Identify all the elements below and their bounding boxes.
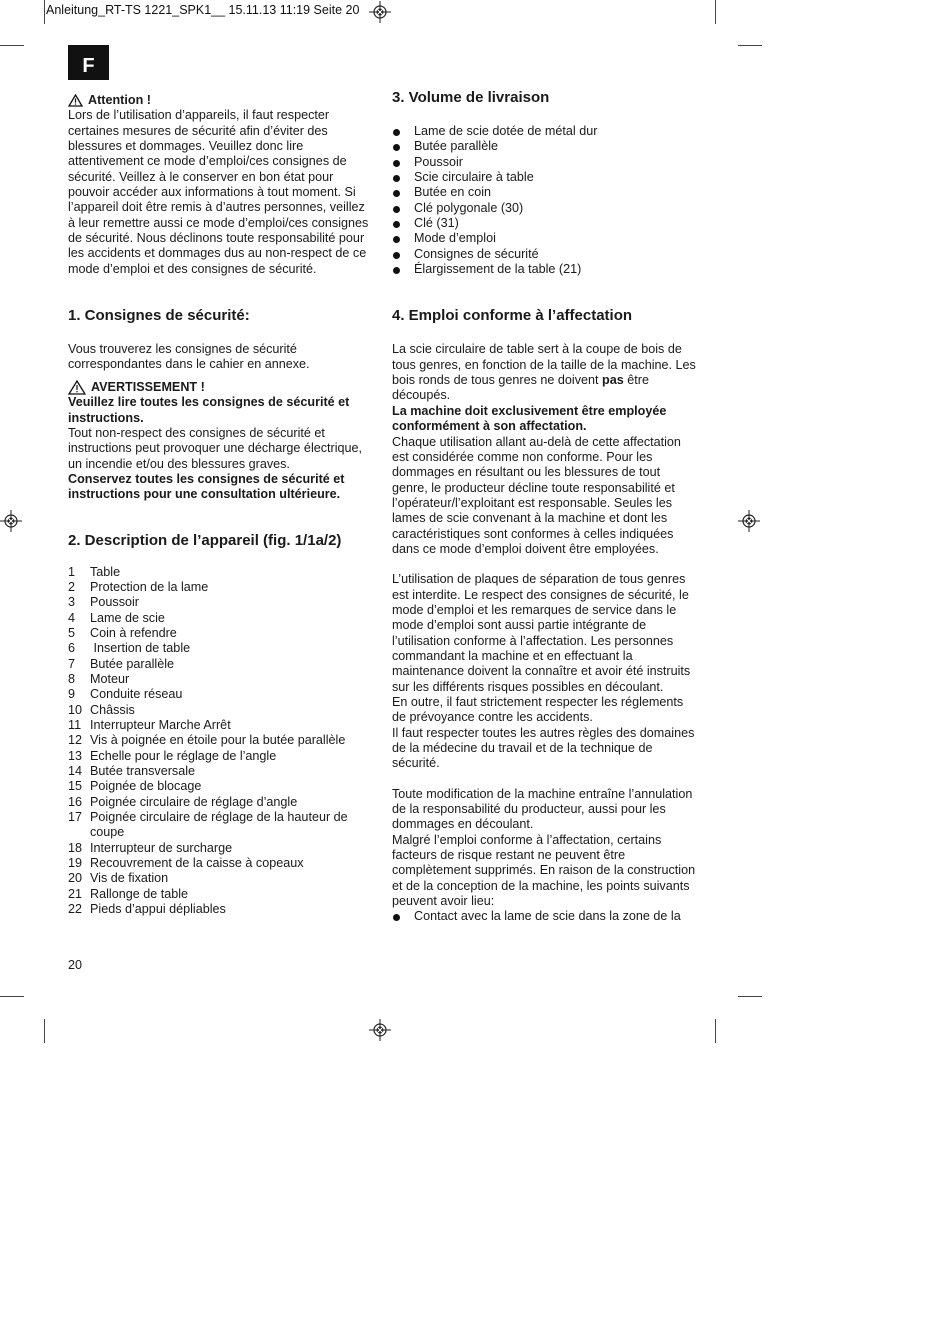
item-label: Poignée de blocage bbox=[90, 779, 202, 794]
list-item bbox=[68, 856, 373, 871]
item-label: Coin à refendre bbox=[90, 625, 177, 640]
crop-mark bbox=[738, 45, 762, 46]
section-4-paragraph-6: Malgré l’emploi conforme à l’affectation, certains facteurs de risque restant ne peuvent être complètement supprimés. En raison de la construction et de la conception de la machine, les points suivants peuvent avoir lieu: bbox=[392, 832, 696, 909]
list-item bbox=[68, 810, 373, 841]
item-label: Insertion de table bbox=[90, 641, 191, 656]
warning-bold-1: Veuillez lire toutes les consignes de sécurité et instructions. bbox=[68, 395, 350, 425]
item-label: Poussoir bbox=[90, 595, 139, 610]
item-number: 7 bbox=[68, 656, 76, 671]
warning-bold-2: Conservez toutes les consignes de sécurité et instructions pour une consultation ultérieure. bbox=[68, 471, 345, 502]
crop-mark bbox=[0, 996, 24, 997]
warning-title: AVERTISSEMENT ! bbox=[91, 379, 205, 394]
warning-heading bbox=[68, 380, 373, 395]
item-label: Interrupteur de surcharge bbox=[90, 840, 233, 855]
list-item bbox=[68, 733, 373, 748]
crop-mark bbox=[0, 45, 24, 46]
list-item bbox=[68, 611, 373, 626]
crop-mark bbox=[44, 0, 45, 24]
bullet-icon bbox=[392, 139, 414, 154]
list-item bbox=[392, 170, 697, 185]
item-label: Butée parallèle bbox=[414, 139, 499, 154]
item-number: 10 bbox=[68, 702, 83, 717]
item-number: 9 bbox=[68, 687, 76, 702]
list-item bbox=[68, 749, 373, 764]
item-number: 22 bbox=[68, 902, 83, 917]
item-number: 8 bbox=[68, 671, 76, 686]
bullet-icon bbox=[392, 909, 414, 924]
language-badge: F bbox=[68, 45, 109, 80]
item-label: Pieds d’appui dépliables bbox=[90, 902, 226, 917]
section-1-intro: Vous trouverez les consignes de sécurité correspondantes dans le cahier en annexe. bbox=[68, 342, 310, 372]
crop-mark bbox=[738, 996, 762, 997]
delivery-list bbox=[392, 124, 697, 277]
warning-triangle-icon bbox=[68, 94, 83, 107]
item-number: 16 bbox=[68, 794, 83, 809]
section-4-paragraph-1-rest: Chaque utilisation allant au-delà de cette affectation est considérée comme non conforme. Pour les dommages en résultant ou les blessures de tout genre, le producteur décline toute responsabilité et l’opérateur/l’exploitant est responsable. Seules les lames de scie convenant à la machine et dont les caractéristiques sont conformes à celles indiquées dans ce mode d’emploi doivent être employées. bbox=[392, 434, 681, 556]
item-number: 17 bbox=[68, 810, 83, 825]
list-item bbox=[392, 231, 697, 246]
item-number: 5 bbox=[68, 625, 76, 640]
item-number: 2 bbox=[68, 579, 76, 594]
registration-mark-icon bbox=[369, 1019, 391, 1041]
item-number: 21 bbox=[68, 886, 83, 901]
list-item bbox=[68, 871, 373, 886]
list-item bbox=[68, 795, 373, 810]
item-label: Poussoir bbox=[414, 154, 463, 169]
section-4-paragraph-1: La scie circulaire de table sert à la coupe de bois de tous genres, en fonction de la taille de la machine. Les bois ronds de tous genres ne doivent pas être découpés. bbox=[392, 342, 696, 403]
item-label: Poignée circulaire de réglage de la hauteur de coupe bbox=[90, 810, 352, 840]
crop-mark bbox=[44, 1019, 45, 1043]
parts-list bbox=[68, 565, 373, 918]
risk-list bbox=[392, 909, 697, 924]
item-label: Poignée circulaire de réglage d’angle bbox=[90, 794, 298, 809]
item-label: Lame de scie dotée de métal dur bbox=[414, 124, 598, 138]
list-item bbox=[68, 902, 373, 917]
item-label: Vis à poignée en étoile pour la butée parallèle bbox=[90, 733, 346, 748]
item-number: 19 bbox=[68, 856, 83, 871]
crop-mark bbox=[715, 0, 716, 24]
bullet-icon bbox=[392, 231, 414, 246]
section-4-paragraph-4: Il faut respecter toutes les autres règles des domaines de la médecine du travail et de la technique de sécurité. bbox=[392, 725, 695, 771]
registration-mark-icon bbox=[738, 510, 760, 532]
attention-title: Attention ! bbox=[88, 93, 151, 107]
section-2-title: 2. Description de l’appareil (fig. 1/1a/2) bbox=[68, 531, 342, 549]
list-item bbox=[392, 185, 697, 200]
item-number: 15 bbox=[68, 779, 83, 794]
item-label: Butée transversale bbox=[90, 764, 196, 779]
list-item bbox=[68, 641, 373, 656]
bullet-icon bbox=[392, 247, 414, 262]
crop-mark bbox=[715, 1019, 716, 1043]
item-label: Echelle pour le réglage de l’angle bbox=[90, 748, 277, 763]
bullet-icon bbox=[392, 124, 414, 139]
item-number: 1 bbox=[68, 564, 76, 579]
list-item bbox=[68, 626, 373, 641]
right-column bbox=[392, 89, 697, 925]
left-column bbox=[68, 93, 373, 917]
list-item bbox=[392, 155, 697, 170]
item-number: 4 bbox=[68, 610, 76, 625]
list-item bbox=[68, 841, 373, 856]
item-label: Mode d’emploi bbox=[414, 231, 496, 246]
section-4-emphasis: La machine doit exclusivement être employée conformément à son affectation. bbox=[392, 403, 667, 434]
section-3-title: 3. Volume de livraison bbox=[392, 89, 550, 106]
list-item bbox=[392, 139, 697, 154]
list-item bbox=[68, 565, 373, 580]
list-item bbox=[392, 247, 697, 262]
item-number: 14 bbox=[68, 764, 83, 779]
item-label: Châssis bbox=[90, 702, 135, 717]
bullet-icon bbox=[392, 201, 414, 216]
item-number: 13 bbox=[68, 748, 83, 763]
item-label: Recouvrement de la caisse à copeaux bbox=[90, 856, 304, 871]
section-4-paragraph-2: L’utilisation de plaques de séparation de tous genres est interdite. Le respect des consignes de sécurité, le mode d’emploi et les remarques de service dans le mode d’emploi sont aussi partie intégrante de l’utilisation conforme à l’affectation. Les personnes commandant la machine et en effectuant la maintenance doivent la connaître et avoir été instruits sur les différents risques possibles en découlant. bbox=[392, 572, 691, 694]
item-label: Conduite réseau bbox=[90, 687, 183, 702]
item-label: Clé polygonale (30) bbox=[414, 200, 524, 215]
bullet-icon bbox=[392, 262, 414, 277]
bullet-icon bbox=[392, 155, 414, 170]
item-label: Butée parallèle bbox=[90, 656, 175, 671]
section-4-title: 4. Emploi conforme à l’affectation bbox=[392, 307, 633, 325]
section-4-paragraph-5: Toute modification de la machine entraîne l’annulation de la responsabilité du producteur, aussi pour les dommages en découlant. bbox=[392, 786, 693, 832]
item-label: Clé (31) bbox=[414, 216, 459, 231]
list-item bbox=[392, 124, 697, 139]
list-item bbox=[68, 687, 373, 702]
list-item bbox=[392, 201, 697, 216]
list-item bbox=[68, 595, 373, 610]
list-item bbox=[392, 216, 697, 231]
item-label: Scie circulaire à table bbox=[414, 170, 534, 185]
item-label: Protection de la lame bbox=[90, 579, 209, 594]
bullet-icon bbox=[392, 170, 414, 185]
item-label: Élargissement de la table (21) bbox=[414, 262, 582, 277]
list-item bbox=[68, 887, 373, 902]
list-item bbox=[68, 657, 373, 672]
item-label: Butée en coin bbox=[414, 185, 492, 200]
bullet-icon bbox=[392, 185, 414, 200]
section-4-paragraph-3: En outre, il faut strictement respecter les réglements de prévoyance contre les accidents. bbox=[392, 695, 684, 725]
item-label: Lame de scie bbox=[90, 610, 165, 625]
list-item bbox=[68, 580, 373, 595]
registration-mark-icon bbox=[0, 510, 22, 532]
item-number: 6 bbox=[68, 641, 76, 656]
list-item bbox=[68, 718, 373, 733]
item-number: 18 bbox=[68, 840, 83, 855]
section-1-title: 1. Consignes de sécurité: bbox=[68, 307, 250, 325]
list-item bbox=[68, 764, 373, 779]
list-item: Contact avec la lame de scie dans la zone de la bbox=[392, 909, 697, 924]
item-label: Interrupteur Marche Arrêt bbox=[90, 718, 231, 732]
item-label: Consignes de sécurité bbox=[414, 246, 539, 261]
list-item bbox=[68, 672, 373, 687]
item-label: Table bbox=[90, 564, 121, 579]
print-slug: Anleitung_RT-TS 1221_SPK1__ 15.11.13 11:19 Seite 20 bbox=[46, 3, 360, 17]
list-item bbox=[392, 262, 697, 277]
item-label: Vis de fixation bbox=[90, 871, 169, 886]
bullet-icon bbox=[392, 216, 414, 231]
list-item bbox=[68, 703, 373, 718]
item-number: 12 bbox=[68, 733, 83, 748]
attention-body: Lors de l’utilisation d’appareils, il faut respecter certaines mesures de sécurité afin d’éviter des blessures et dommages. Veuillez donc lire attentivement ce mode d’emploi/ces consignes de sécurité. Veillez à le conserver en bon état pour pouvoir accéder aux informations à tout moment. Si l’appareil doit être remis à d’autres personnes, veillez à leur remettre aussi ce mode d’emploi/ces consignes de sécurité. Nous déclinons toute responsabilité pour les accidents et dommages dus au non-respect de ce mode d’emploi et des consignes de sécurité. bbox=[68, 108, 369, 276]
item-label: Moteur bbox=[90, 671, 130, 686]
attention-heading bbox=[68, 93, 373, 108]
item-number: 3 bbox=[68, 595, 76, 610]
page-number: 20 bbox=[68, 958, 83, 972]
list-item bbox=[68, 779, 373, 794]
item-label: Rallonge de table bbox=[90, 886, 189, 901]
warning-triangle-icon bbox=[68, 380, 86, 395]
registration-mark-icon bbox=[369, 1, 391, 23]
item-number: 20 bbox=[68, 871, 83, 886]
item-number: 11 bbox=[68, 718, 82, 732]
warning-text: Tout non-respect des consignes de sécurité et instructions peut provoquer une décharge électrique, un incendie et/ou des blessures graves. bbox=[68, 425, 363, 471]
